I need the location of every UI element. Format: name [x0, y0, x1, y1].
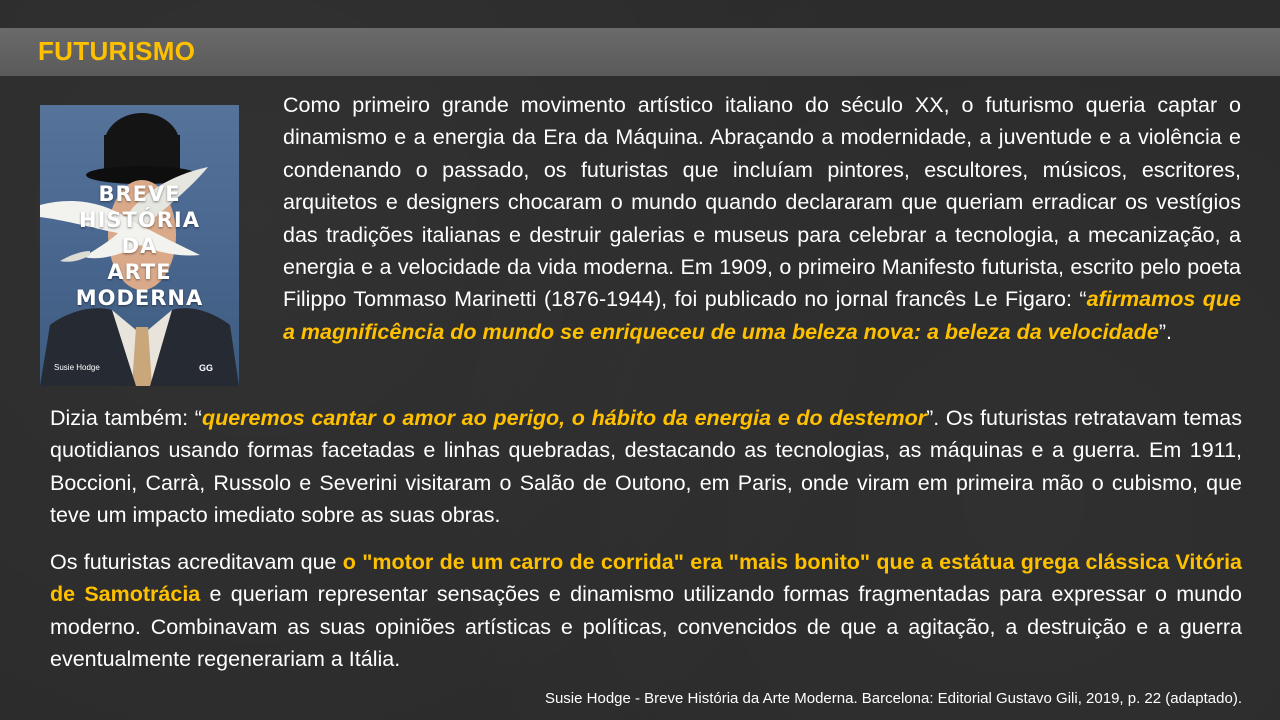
book-title-line: HISTÓRIA: [79, 208, 200, 232]
book-author: Susie Hodge: [54, 363, 100, 372]
book-title-line: BREVE: [98, 182, 181, 206]
book-title-line: ARTE: [107, 260, 172, 284]
manifesto-quote: afirmamos que a magnificência do mundo se enriqueceu de uma beleza nova: a beleza da velocidade: [283, 287, 1241, 344]
source-citation: Susie Hodge - Breve História da Arte Moderna. Barcelona: Editorial Gustavo Gili, 2019, p. 22 (adaptado).: [544, 690, 1242, 707]
slide-title: FUTURISMO: [38, 36, 196, 66]
highlighted-phrase: o "motor de um carro de corrida" era "mais bonito" que a estátua grega clássica Vitória de Samotrácia: [50, 550, 1242, 607]
paragraph-text: e queriam representar sensações e dinamismo utilizando formas fragmentadas para expressar o mundo moderno. Combinavam as suas opiniões artísticas e políticas, convencidos de que a agitação, a destruição e a guerra eventualmente regenerariam a Itália.: [50, 582, 1242, 672]
manifesto-quote: queremos cantar o amor ao perigo, o hábito da energia e do destemor: [201, 406, 927, 430]
book-publisher-logo: GG: [198, 363, 213, 373]
paragraph-text: Os futuristas acreditavam que: [50, 550, 343, 574]
paragraph-text: ”.: [1158, 319, 1172, 344]
paragraph-second: [50, 402, 1242, 532]
paragraph-intro: [283, 89, 1241, 348]
paragraph-third: [50, 546, 1242, 676]
book-cover: [40, 105, 239, 386]
book-title: [40, 181, 239, 311]
title-bar: [0, 28, 1280, 76]
paragraph-text: Dizia também: “: [50, 406, 202, 430]
paragraph-text: Como primeiro grande movimento artístico italiano do século XX, o futurismo queria captar o dinamismo e a energia da Era da Máquina. Abraçando a modernidade, a juventude e a violência e condenando o passado, os futuristas que incluíam pintores, escultores, músicos, escritores, arquitetos e designers chocaram o mundo quando declararam que queriam erradicar os vestígios das tradições italianas e destruir galerias e museus para celebrar a tecnologia, a mecanização, a energia e a velocidade da vida moderna. Em 1909, o primeiro Manifesto futurista, escrito pelo poeta Filippo Tommaso Marinetti (1876-1944), foi publicado no jornal francês Le Figaro: “: [283, 93, 1241, 312]
book-title-line: DA: [121, 234, 158, 258]
book-title-line: MODERNA: [75, 286, 204, 310]
paragraph-text: ”. Os futuristas retratavam temas quotidianos usando formas facetadas e linhas quebradas, destacando as tecnologias, as máquinas e a guerra. Em 1911, Boccioni, Carrà, Russolo e Severini visitaram o Salão de Outono, em Paris, onde viram em primeira mão o cubismo, que teve um impacto imediato sobre as suas obras.: [50, 406, 1242, 528]
